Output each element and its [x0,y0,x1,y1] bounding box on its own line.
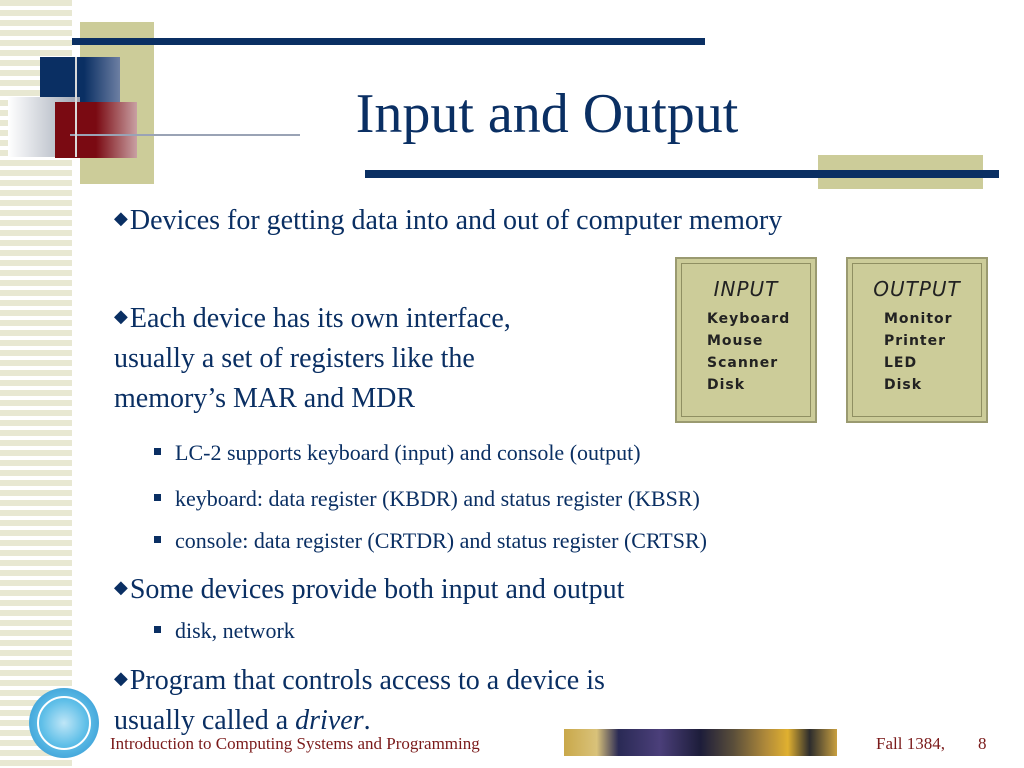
slide-title: Input and Output [355,83,739,145]
bullet-text: Some devices provide both input and output [129,574,625,605]
diamond-bullet-icon: ◆ [114,577,128,597]
bullet-text: Devices for getting data into and out of computer memory [129,205,783,236]
diamond-bullet-icon: ◆ [114,306,128,326]
bullet-text-line1: Program that controls access to a device is [129,665,605,696]
bullet-text-line2-suffix: . [363,705,371,736]
footer-page-number: 8 [978,734,987,753]
bullet-devices [114,198,782,241]
title-decor-top-line [72,38,705,45]
university-logo-icon [29,688,99,758]
bullet-text-line1: Each device has its own interface, [129,303,511,334]
input-item: Scanner [707,355,779,371]
input-item: Mouse [707,333,764,349]
sub-bullet-text: disk, network [175,618,295,643]
bullet-text-line2: usually a set of registers like the [114,343,475,374]
driver-term: driver [295,705,364,736]
square-bullet-icon [154,494,161,501]
output-box-title: OUTPUT [873,277,961,301]
bullet-driver [114,658,605,741]
footer-course-name: Introduction to Computing Systems and Programming [110,734,480,753]
logo-ring [37,696,91,750]
sub-bullet-console [154,528,707,554]
output-devices-box [846,257,988,423]
bullet-text-line3: memory’s MAR and MDR [114,383,415,414]
output-item: Printer [884,333,947,349]
bullet-text-line2-prefix: usually called a [114,705,296,736]
square-bullet-icon [154,626,161,633]
input-devices-box [675,257,817,423]
square-bullet-icon [154,448,161,455]
sub-bullet-text: keyboard: data register (KBDR) and status register (KBSR) [175,486,700,511]
input-item: Keyboard [707,311,791,327]
title-decor-bottom-line [365,170,999,178]
footer-banner-image [564,729,837,756]
footer-term: Fall 1384, [876,734,945,753]
input-box-title: INPUT [713,277,779,301]
square-bullet-icon [154,536,161,543]
input-item: Disk [707,377,746,393]
sub-bullet-lc2 [154,440,641,466]
output-item: Disk [884,377,923,393]
output-item: LED [884,355,918,371]
sub-bullet-disk-network [154,618,295,644]
sub-bullet-text: LC-2 supports keyboard (input) and console (output) [175,440,641,465]
diamond-bullet-icon: ◆ [114,668,128,688]
sub-bullet-text: console: data register (CRTDR) and status register (CRTSR) [175,528,707,553]
bullet-interface [114,296,511,419]
diamond-bullet-icon: ◆ [114,208,128,228]
bullet-both-io [114,567,624,610]
sub-bullet-keyboard [154,486,700,512]
output-item: Monitor [884,311,953,327]
